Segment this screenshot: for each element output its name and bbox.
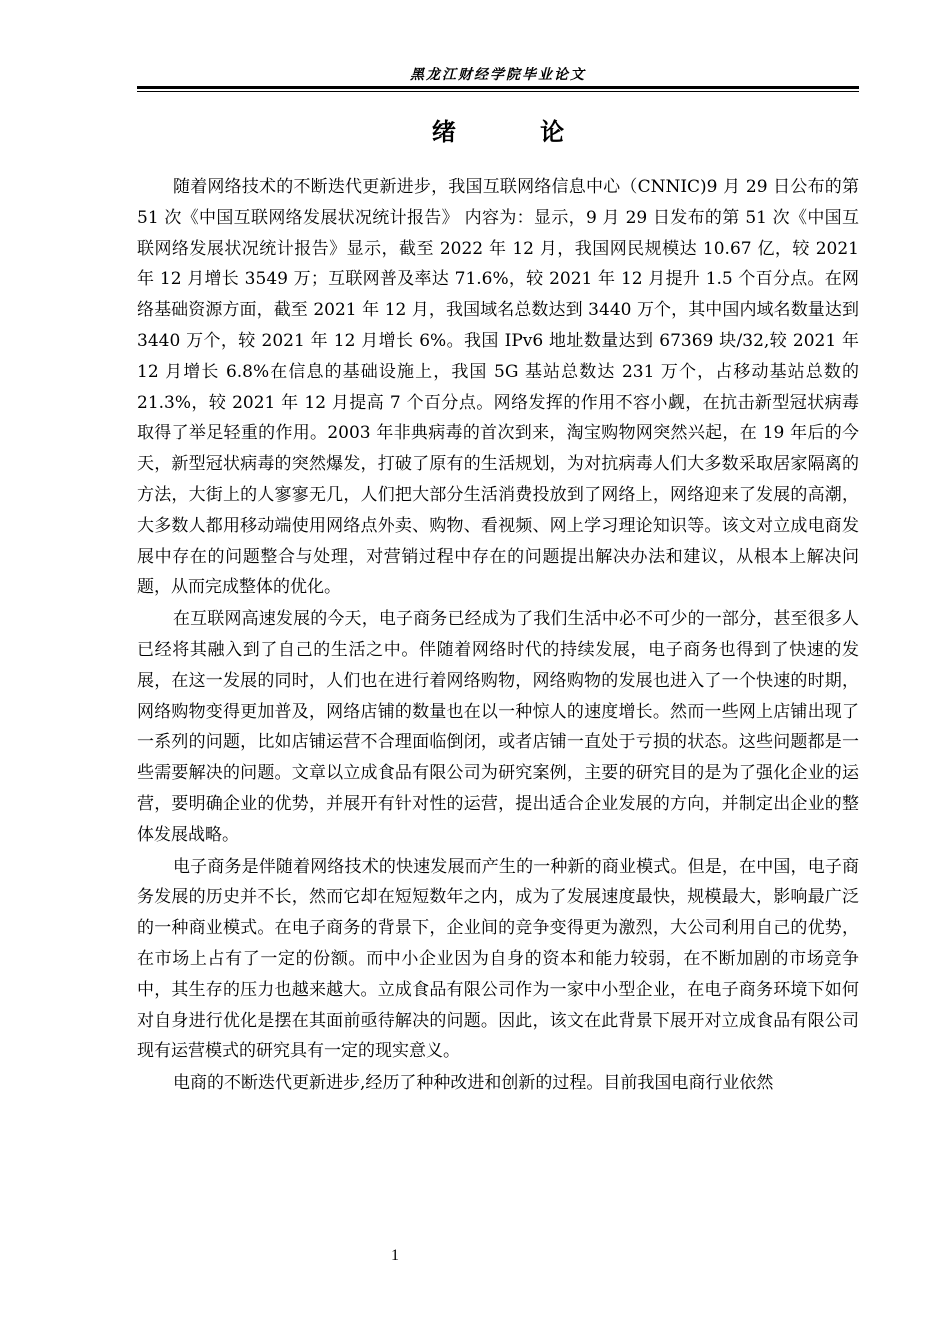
body-text — [137, 172, 859, 1100]
running-header: 黑龙江财经学院毕业论文 — [410, 67, 586, 83]
paragraph-4: 电商的不断迭代更新进步,经历了种种改进和创新的过程。目前我国电商行业依然 — [173, 1073, 774, 1094]
header-rule-thin — [137, 91, 859, 92]
page-title: 绪 论 — [431, 118, 603, 146]
header-rule — [137, 86, 859, 89]
page-number: 1 — [391, 1247, 399, 1264]
paragraph-1: 随着网络技术的不断迭代更新进步，我国互联网络信息中心（CNNIC)9 月 29 日公布的第 51 次《中国互联网络发展状况统计报告》 内容为：显示，9 月 29 日发布的第 51 次《中国互联网络发展状况统计报告》显示，截至 2022 年 12 月，我国网民规模达 10.67 亿，较 2021 年 12 月增长 3549 万；互联网普及率达 71.6%，较 2021 年 12 月提升 1.5 个百分点。在网络基础资源方面，截至 2021 年 12 月，我国域名总数达到 3440 万个，其中国内域名数量达到 3440 万个，较 2021 年 12 月增长 6%。我国 IPv6 地址数量达到 67369 块/32,较 2021 年 12 月增长 6.8%在信息的基础设施上，我国 5G 基站总数达 231 万个，占移动基站总数的 21.3%，较 2021 年 12 月提高 7 个百分点。网络发挥的作用不容小觑，在抗击新型冠状病毒取得了举足轻重的作用。2003 年非典病毒的首次到来，淘宝购物网突然兴起，在 19 年后的今天，新型冠状病毒的突然爆发，打破了原有的生活规划，为对抗病毒人们大多数采取居家隔离的方法，大街上的人寥寥无几，人们把大部分生活消费投放到了网络上，网络迎来了发展的高潮，大多数人都用移动端使用网络点外卖、购物、看视频、网上学习理论知识等。该文对立成电商发展中存在的问题整合与处理，对营销过程中存在的问题提出解决办法和建议，从根本上解决问题，从而完成整体的优化。 — [137, 177, 859, 598]
paragraph-2: 在互联网高速发展的今天，电子商务已经成为了我们生活中必不可少的一部分，甚至很多人已经将其融入到了自己的生活之中。伴随着网络时代的持续发展，电子商务也得到了快速的发展，在这一发展的同时，人们也在进行着网络购物，网络购物的发展也进入了一个快速的时期，网络购物变得更加普及，网络店铺的数量也在以一种惊人的速度增长。然而一些网上店铺出现了一系列的问题，比如店铺运营不合理面临倒闭，或者店铺一直处于亏损的状态。这些问题都是一些需要解决的问题。文章以立成食品有限公司为研究案例，主要的研究目的是为了强化企业的运营，要明确企业的优势，并展开有针对性的运营，提出适合企业发展的方向，并制定出企业的整体发展战略。 — [137, 609, 859, 845]
paragraph-3: 电子商务是伴随着网络技术的快速发展而产生的一种新的商业模式。但是，在中国，电子商务发展的历史并不长，然而它却在短短数年之内，成为了发展速度最快，规模最大，影响最广泛的一种商业模式。在电子商务的背景下，企业间的竞争变得更为激烈，大公司利用自己的优势，在市场上占有了一定的份额。而中小企业因为自身的资本和能力较弱，在不断加剧的市场竞争中，其生存的压力也越来越大。立成食品有限公司作为一家中小型企业，在电子商务环境下如何对自身进行优化是摆在其面前亟待解决的问题。因此，该文在此背景下展开对立成食品有限公司现有运营模式的研究具有一定的现实意义。 — [137, 856, 859, 1062]
